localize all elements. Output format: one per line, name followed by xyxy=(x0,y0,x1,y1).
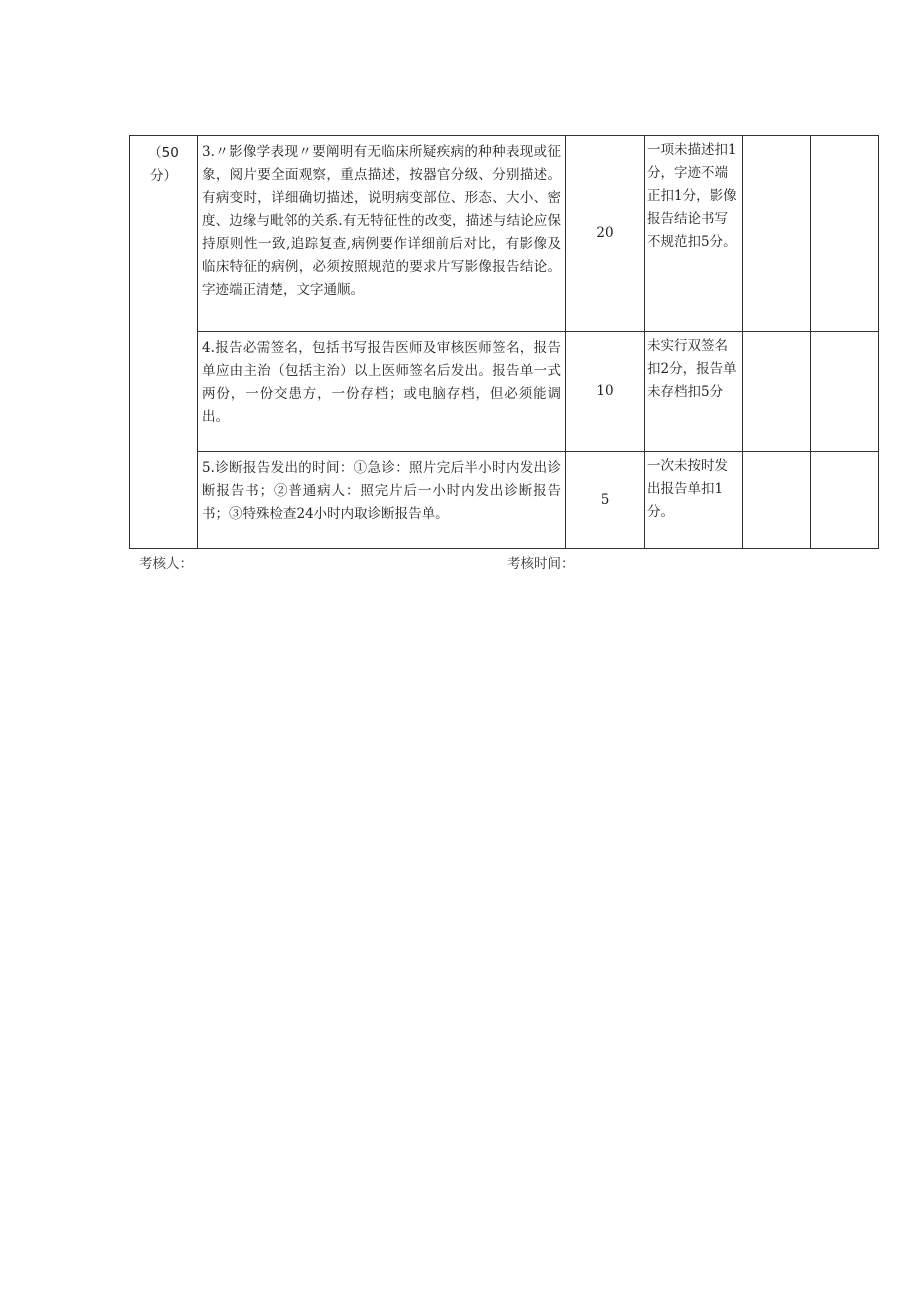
deduction-cell: 一次未按时发出报告单扣1分。 xyxy=(645,452,743,549)
assessment-table xyxy=(129,135,879,549)
blank-cell[interactable] xyxy=(811,136,879,332)
category-line-2: 分） xyxy=(150,168,177,184)
blank-cell[interactable] xyxy=(743,332,811,452)
deduction-cell: 未实行双签名扣2分，报告单未存档扣5分 xyxy=(645,332,743,452)
blank-cell[interactable] xyxy=(811,452,879,549)
score-cell: 5 xyxy=(566,452,645,549)
table-row xyxy=(130,452,879,549)
score-cell: 20 xyxy=(566,136,645,332)
blank-cell[interactable] xyxy=(743,452,811,549)
examiner-label: 考核人： xyxy=(139,556,193,572)
requirement-cell: 3.〃影像学表现〃要阐明有无临床所疑疾病的种种表现或征象，阅片要全面观察，重点描述，按器官分级、分别描述。有病变时，详细确切描述，说明病变部位、形态、大小、密度、边缘与毗邻的关系.有无特征性的改变，描述与结论应保持原则性一致,追踪复查,病例要作详细前后对比，有影像及临床特征的病例，必须按照规范的要求片写影像报告结论。字迹端正清楚，文字通顺。 xyxy=(198,136,566,332)
score-cell: 10 xyxy=(566,332,645,452)
blank-cell[interactable] xyxy=(811,332,879,452)
table-row xyxy=(130,332,879,452)
requirement-cell: 4.报告必需签名，包括书写报告医师及审核医师签名，报告单应由主治（包括主治）以上医师签名后发出。报告单一式两份，一份交患方，一份存档；或电脑存档，但必须能调出。 xyxy=(198,332,566,452)
category-line-1: （50 xyxy=(148,145,179,161)
blank-cell[interactable] xyxy=(743,136,811,332)
requirement-cell: 5.诊断报告发出的时间：①急诊：照片完后半小时内发出诊断报告书；②普通病人：照完片后一小时内发出诊断报告书；③特殊检查24小时内取诊断报告单。 xyxy=(198,452,566,549)
deduction-cell: 一项未描述扣1分，字迹不端正扣1分，影像报告结论书写不规范扣5分。 xyxy=(645,136,743,332)
category-cell xyxy=(130,136,198,549)
assessment-table-container xyxy=(129,135,878,549)
exam-time-label: 考核时间： xyxy=(507,556,575,572)
table-row xyxy=(130,136,879,332)
